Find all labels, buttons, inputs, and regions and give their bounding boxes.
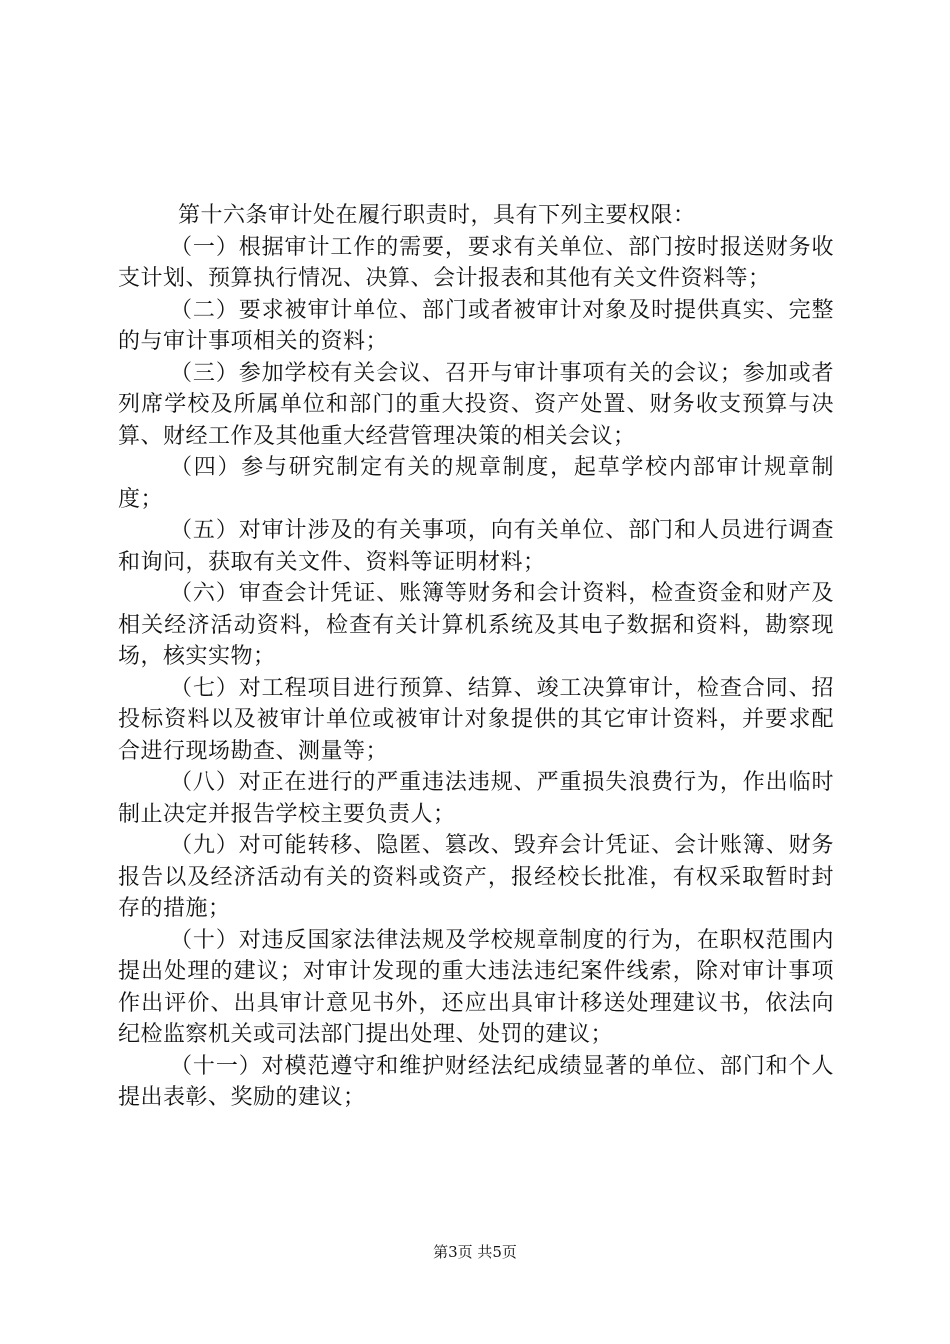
clause-7-paragraph: （七）对工程项目进行预算、结算、竣工决算审计，检查合同、招投标资料以及被审计单位或被审计对象提供的其它审计资料，并要求配合进行现场勘查、测量等； (118, 675, 834, 764)
clause-4-paragraph: （四）参与研究制定有关的规章制度，起草学校内部审计规章制度； (118, 455, 834, 512)
clause-2-paragraph: （二）要求被审计单位、部门或者被审计对象及时提供真实、完整的与审计事项相关的资料； (118, 297, 834, 354)
clause-11-paragraph: （十一）对模范遵守和维护财经法纪成绩显著的单位、部门和个人提出表彰、奖励的建议； (118, 1053, 834, 1110)
clause-9-paragraph: （九）对可能转移、隐匿、篡改、毁弃会计凭证、会计账簿、财务报告以及经济活动有关的资料或资产，报经校长批准，有权采取暂时封存的措施； (118, 833, 834, 921)
clause-3-paragraph: （三）参加学校有关会议、召开与审计事项有关的会议；参加或者列席学校及所属单位和部门的重大投资、资产处置、财务收支预算与决算、财经工作及其他重大经营管理决策的相关会议； (118, 360, 834, 449)
page-number-footer: 第3页 共5页 (433, 1243, 517, 1261)
clause-8-paragraph: （八）对正在进行的严重违法违规、严重损失浪费行为，作出临时制止决定并报告学校主要负责人； (118, 770, 834, 827)
clause-6-paragraph: （六）审查会计凭证、账簿等财务和会计资料，检查资金和财产及相关经济活动资料，检查有关计算机系统及其电子数据和资料，勘察现场，核实实物； (118, 581, 834, 669)
document-body (118, 200, 834, 1114)
clause-1-paragraph: （一）根据审计工作的需要，要求有关单位、部门按时报送财务收支计划、预算执行情况、决算、会计报表和其他有关文件资料等； (118, 234, 834, 291)
article-heading-paragraph: 第十六条审计处在履行职责时，具有下列主要权限： (178, 203, 696, 228)
clause-5-paragraph: （五）对审计涉及的有关事项，向有关单位、部门和人员进行调查和询问，获取有关文件、资料等证明材料； (118, 518, 834, 575)
clause-10-paragraph: （十）对违反国家法律法规及学校规章制度的行为，在职权范围内提出处理的建议；对审计发现的重大违法违纪案件线索，除对审计事项作出评价、出具审计意见书外，还应出具审计移送处理建议书，依法向纪检监察机关或司法部门提出处理、处罚的建议； (118, 927, 834, 1047)
